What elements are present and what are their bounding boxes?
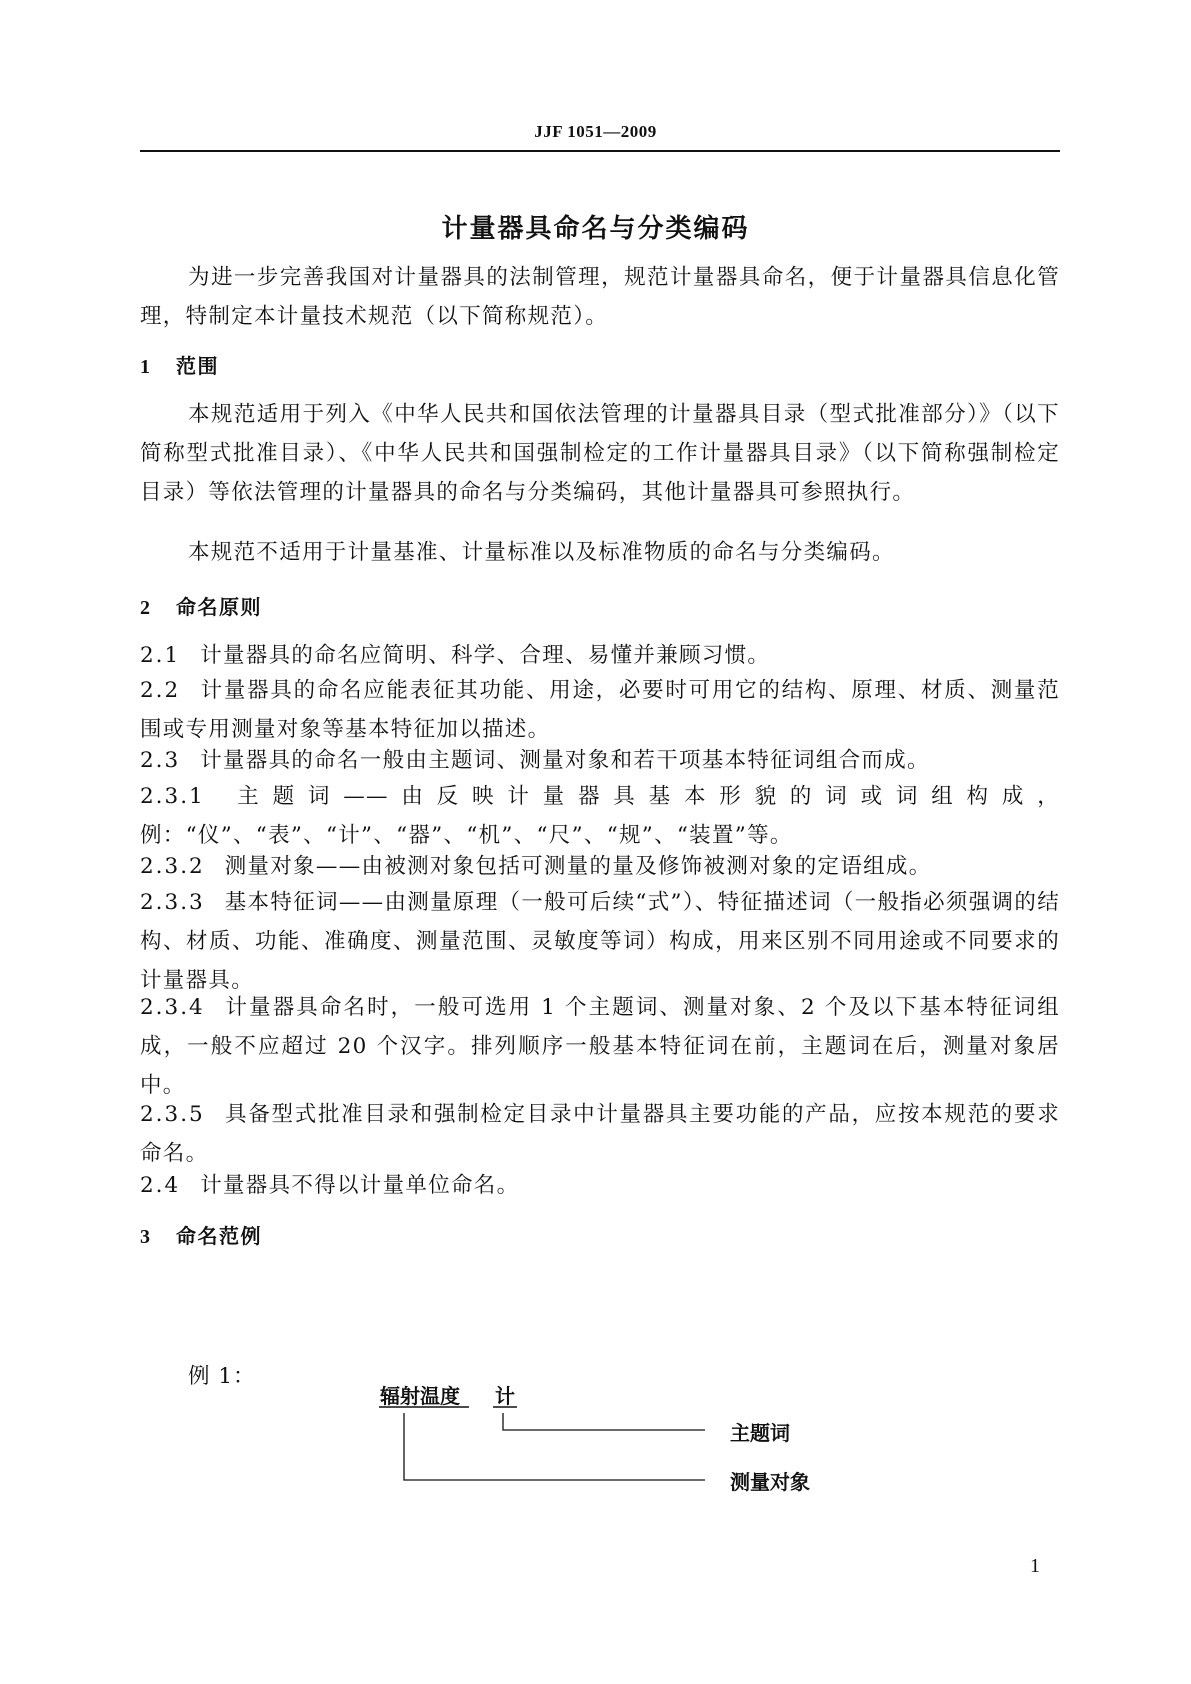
measured-object-word: 辐射温度	[380, 1384, 460, 1408]
clause-number: 2.3.5	[140, 1102, 205, 1127]
clause-number: 2.4	[140, 1173, 181, 1198]
clause-number: 2.3.2	[140, 854, 205, 879]
section-title: 命名范例	[176, 1224, 262, 1248]
clause-text: 计量器具的命名应能表征其功能、用途，必要时可用它的结构、原理、材质、测量范围或专用测量对象等基本特征加以描述。	[140, 678, 1060, 742]
section-number: 2	[140, 597, 152, 619]
clause-number: 2.3	[140, 748, 181, 773]
intro-paragraph: 为进一步完善我国对计量器具的法制管理，规范计量器具命名，便于计量器具信息化管理，特制定本计量技术规范（以下简称规范）。	[140, 265, 1060, 329]
clause-text: 基本特征词——由测量原理（一般可后续“式”）、特征描述词（一般指必须强调的结构、材质、功能、准确度、测量范围、灵敏度等词）构成，用来区别不同用途或不同要求的计量器具。	[140, 890, 1060, 993]
subject-word: 计	[495, 1384, 515, 1408]
clause-number: 2.2	[140, 678, 181, 703]
section-number: 1	[140, 356, 152, 378]
clause-text: 计量器具不得以计量单位命名。	[200, 1173, 520, 1198]
clause-number: 2.1	[140, 643, 181, 668]
clause-text: 计量器具的命名一般由主题词、测量对象和若干项基本特征词组合而成。	[200, 748, 930, 773]
clause-number: 2.3.1	[140, 784, 205, 809]
scope-paragraph-1: 本规范适用于列入《中华人民共和国依法管理的计量器具目录（型式批准部分）》（以下简称型式批准目录）、《中华人民共和国强制检定的工作计量器具目录》（以下简称强制检定目录）等依法管理的计量器具的命名与分类编码，其他计量器具可参照执行。	[140, 402, 1060, 505]
clause-text: 主题词——由反映计量器具基本形貌的词或词组构成，例：“仪”、“表”、“计”、“器”、“机”、“尺”、“规”、“装置”等。	[140, 784, 1060, 848]
clause-text: 具备型式批准目录和强制检定目录中计量器具主要功能的产品，应按本规范的要求命名。	[140, 1102, 1060, 1166]
section-title: 命名原则	[176, 595, 262, 619]
clause-number: 2.3.4	[140, 995, 205, 1020]
clause-text: 计量器具命名时，一般可选用 1 个主题词、测量对象、2 个及以下基本特征词组成，一般不应超过 20 个汉字。排列顺序一般基本特征词在前，主题词在后，测量对象居中。	[140, 995, 1060, 1098]
subject-connector	[503, 1413, 705, 1430]
page-number: 1	[1030, 1555, 1040, 1577]
document-code-header: JJF 1051—2009	[534, 122, 657, 141]
clause-number: 2.3.3	[140, 890, 205, 915]
section-number: 3	[140, 1226, 152, 1248]
clause-text: 测量对象——由被测对象包括可测量的量及修饰被测对象的定语组成。	[224, 854, 932, 879]
example-label: 例 1：	[188, 1364, 256, 1389]
clause-text: 计量器具的命名应简明、科学、合理、易懂并兼顾习惯。	[200, 643, 771, 668]
measured-object-label: 测量对象	[730, 1470, 810, 1494]
document-title: 计量器具命名与分类编码	[441, 214, 750, 244]
subject-word-label: 主题词	[730, 1421, 790, 1445]
section-title: 范围	[176, 354, 219, 378]
object-connector	[404, 1413, 705, 1480]
scope-paragraph-2: 本规范不适用于计量基准、计量标准以及标准物质的命名与分类编码。	[188, 540, 895, 565]
